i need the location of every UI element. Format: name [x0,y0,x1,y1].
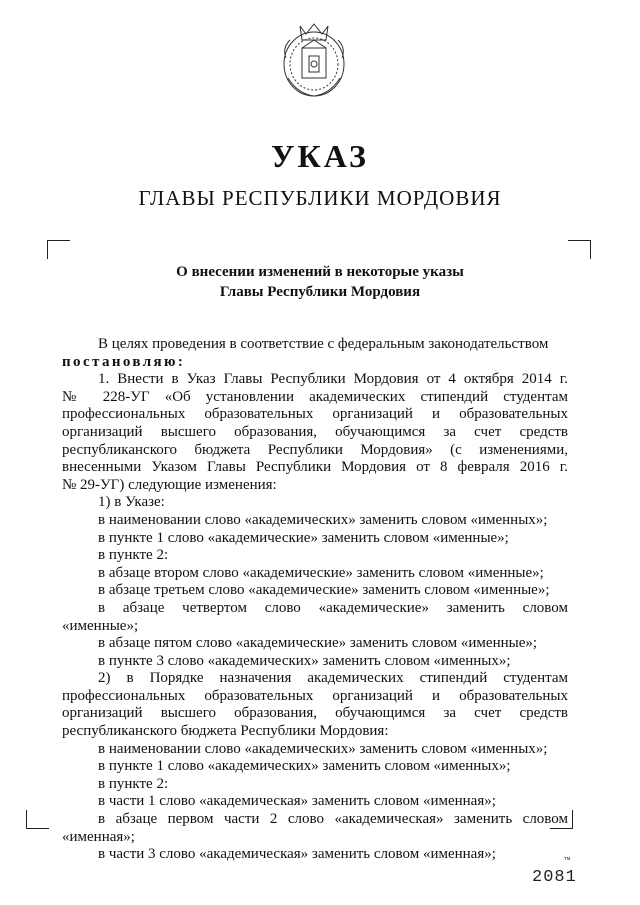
body-line: в пункте 1 слово «академических» заменить словом «именных»; [98,758,511,775]
body-line: в наименовании слово «академических» заменить словом «именных»; [98,740,548,757]
body-line: профессиональных образовательных организаций и образовательных [62,687,568,704]
document-heading [0,262,640,302]
body-line: в пункте 1 слово «академические» заменить словом «именные»; [98,529,509,546]
body-line: профессиональных образовательных организаций и образовательных [62,406,568,423]
body-line: в пункте 3 слово «академических» заменить словом «именных»; [98,652,511,669]
trademark-mark: тм [564,856,571,862]
corner-mark-top-left [47,240,70,259]
body-line: В целях проведения в соответствие с федеральным законодательством [98,336,549,352]
body-line: в пункте 2: [98,547,169,564]
body-line: в пункте 2: [98,775,169,792]
corner-mark-bottom-left [26,810,49,829]
heading-line-1: О внесении изменений в некоторые указы [176,264,464,280]
body-line: в части 1 слово «академическая» заменить словом «именная»; [98,793,496,810]
body-line: в части 3 слово «академическая» заменить словом «именная»; [98,846,496,863]
body-line: в абзаце третьем слово «академические» заменить словом «именные»; [98,582,550,599]
document-title: УКАЗ [271,138,369,174]
body-line: организаций высшего образования, обучающимся за счет средств [62,705,568,722]
registration-number-stamp: 2081 [532,868,577,887]
corner-mark-top-right [568,240,591,259]
document-body [62,336,571,864]
heading-line-2: Главы Республики Мордовия [219,284,421,300]
body-line: 1) в Указе: [98,494,165,511]
body-line: № 29-УГ) следующие изменения: [62,476,277,493]
body-line: в абзаце первом части 2 слово «академическая» заменить словом [98,811,568,828]
body-line: «именная»; [62,828,135,845]
body-line: в абзаце четвертом слово «академические» заменить словом [98,599,568,616]
body-line: «именные»; [62,617,139,634]
body-line: внесенными Указом Главы Республики Мордовия от 8 февраля 2016 г. [62,459,568,476]
body-line: в наименовании слово «академических» заменить словом «именных»; [98,511,548,528]
body-line: республиканского бюджета Республики Мордовия» (с изменениями, [62,441,568,458]
body-line: № 228-УГ «Об установлении академических стипендий студентам [62,388,568,405]
body-line: 2) в Порядке назначения академических стипендий студентам [98,670,568,687]
body-line: 1. Внести в Указ Главы Республики Мордовия от 4 октября 2014 г. [98,371,568,388]
body-line: в абзаце втором слово «академические» заменить словом «именные»; [98,564,544,581]
body-line-decree-word: постановляю: [62,353,186,370]
document-subtitle: ГЛАВЫ РЕСПУБЛИКИ МОРДОВИЯ [138,186,502,210]
body-line: в абзаце пятом слово «академические» заменить словом «именные»; [98,635,538,652]
body-line: республиканского бюджета Республики Мордовия: [62,723,389,740]
corner-mark-bottom-right [550,810,573,829]
coat-of-arms-emblem-icon [278,18,350,100]
body-line: организаций высшего образования, обучающимся за счет средств [62,423,568,440]
